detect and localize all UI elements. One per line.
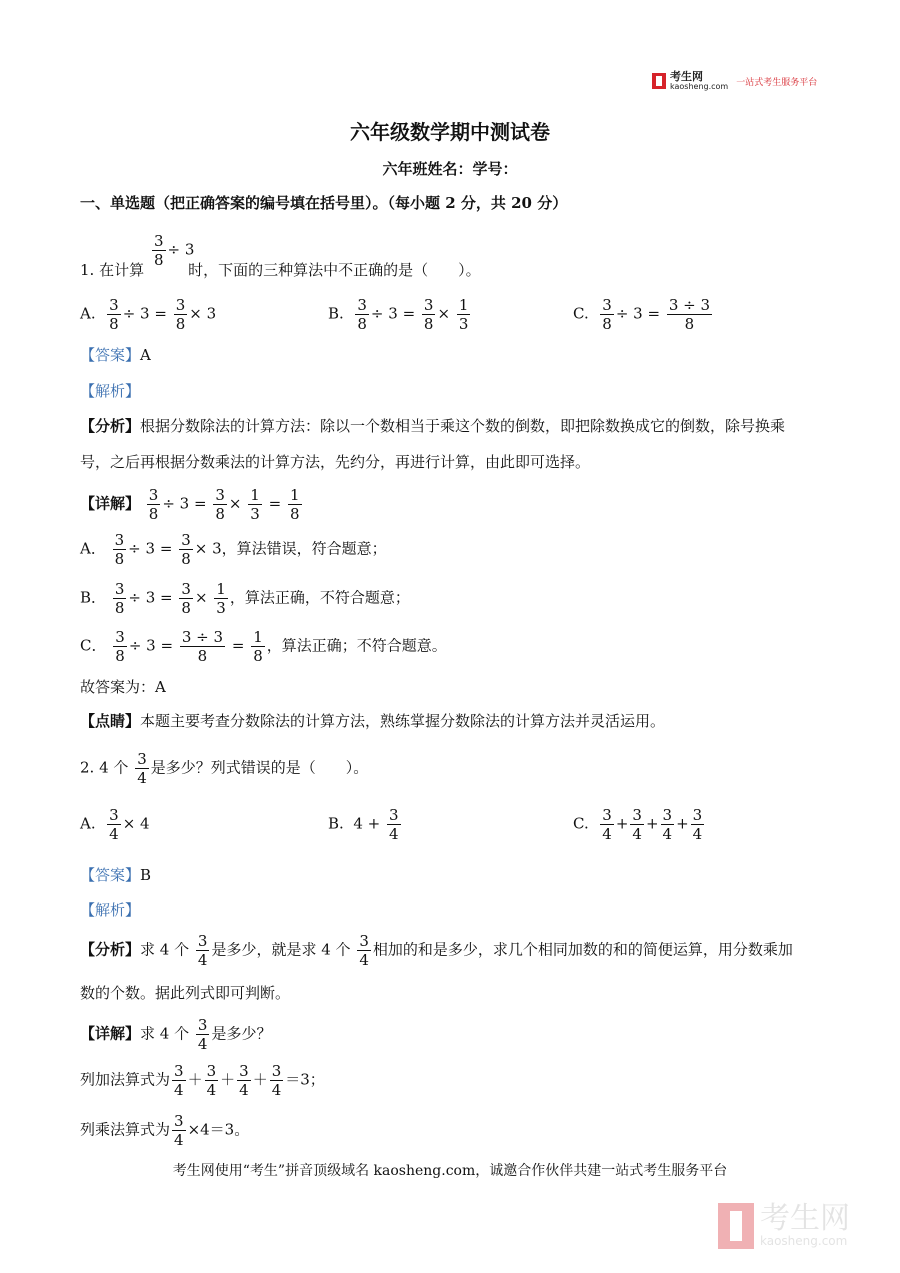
watermark-name: 考生网 [760, 1201, 850, 1236]
q2-analysis-label: 【解析】 [80, 901, 141, 919]
q1-detail-b: B． $\frac{3}{8}$ ÷ 3 = $\frac{3}{8}$ × $\frac{1}{3}$ ，算法正确，不符合题意； [80, 580, 410, 617]
q1-stem-fraction: $\frac{3}{8}$ [154, 232, 164, 269]
q1-option-a[interactable]: A. $\frac{3}{8}$ ÷ 3 = $\frac{3}{8}$ × 3 [80, 296, 217, 333]
q2-option-b[interactable]: B. 4 + $\frac{3}{4}$ [328, 806, 399, 843]
q1-option-c[interactable]: C. $\frac{3}{8}$ ÷ 3 = $\frac{3 \div 3}{8}$ [573, 296, 711, 333]
q2-multiplication: 列乘法算式为 $\frac{3}{4}$ ×4＝3。 [80, 1112, 250, 1149]
q2-stem: 2. 4 个 $\frac{3}{4}$ 是多少？列式错误的是（ ）。 [80, 750, 369, 787]
q1-analysis-label: 【解析】 [80, 382, 141, 400]
page-footer: 考生网使用“考生”拼音顶级域名 kaosheng.com，诚邀合作伙伴共建一站式考生服务平台 [172, 1163, 728, 1179]
q2-option-a[interactable]: A. $\frac{3}{4}$ × 4 [80, 806, 150, 843]
page-title: 六年级数学期中测试卷 [350, 120, 550, 144]
q1-dianjing: 【点睛】本题主要考查分数除法的计算方法，熟练掌握分数除法的计算方法并灵活运用。 [80, 712, 666, 730]
kaosheng-logo-icon [652, 73, 666, 89]
brand-logo [652, 72, 817, 90]
q2-detail: 【详解】求 4 个 $\frac{3}{4}$ 是多少？ [80, 1016, 272, 1053]
section-heading: 一、单选题（把正确答案的编号填在括号里）。（每小题 2 分，共 20 分） [80, 194, 568, 212]
q2-addition: 列加法算式为 $\frac{3}{4}$ ＋ $\frac{3}{4}$ ＋ $\frac{3}{4}$ ＋ $\frac{3}{4}$ ＝3； [80, 1062, 325, 1099]
q1-conclusion: 故答案为：A [80, 678, 166, 696]
page-subtitle: 六年班姓名：学号： [382, 160, 518, 178]
q1-detail-c: C． $\frac{3}{8}$ ÷ 3 = $\frac{3 \div 3}{8}$ = $\frac{1}{8}$ ，算法正确；不符合题意。 [80, 628, 447, 665]
watermark-domain: kaosheng.com [760, 1234, 848, 1248]
q2-answer: 【答案】B [80, 866, 152, 884]
q1-detail-a: A． $\frac{3}{8}$ ÷ 3 = $\frac{3}{8}$ × 3，算法错误，符合题意； [80, 531, 387, 568]
watermark [718, 1203, 850, 1249]
q1-fenxi-2: 号，之后再根据分数乘法的计算方法，先约分，再进行计算，由此即可选择。 [80, 453, 591, 471]
q1-answer: 【答案】A [80, 346, 151, 364]
q1-detail: 【详解】 $\frac{3}{8}$ ÷ 3 = $\frac{3}{8}$ × $\frac{1}{3}$ = $\frac{1}{8}$ [80, 486, 300, 523]
logo-slogan: 一站式考生服务平台 [736, 77, 818, 88]
logo-domain: kaosheng.com [670, 82, 729, 91]
q2-option-c[interactable]: C. $\frac{3}{4}$ + $\frac{3}{4}$ + $\frac{3}{4}$ + $\frac{3}{4}$ [573, 806, 703, 843]
q1-fenxi-1: 【分析】根据分数除法的计算方法：除以一个数相当于乘这个数的倒数，即把除数换成它的倒数，除号换乘 [80, 417, 786, 435]
q2-fenxi-1: 【分析】求 4 个 $\frac{3}{4}$ 是多少，就是求 4 个 $\frac{3}{4}$ 相加的和是多少，求几个相同加数的和的简便运算，用分数乘加 [80, 932, 793, 969]
q2-fenxi-2: 数的个数。据此列式即可判断。 [80, 984, 291, 1002]
kaosheng-watermark-icon [718, 1203, 754, 1249]
logo-name: 考生网 [670, 70, 703, 83]
q1-option-b[interactable]: B. $\frac{3}{8}$ ÷ 3 = $\frac{3}{8}$ × $\frac{1}{3}$ [328, 296, 469, 333]
